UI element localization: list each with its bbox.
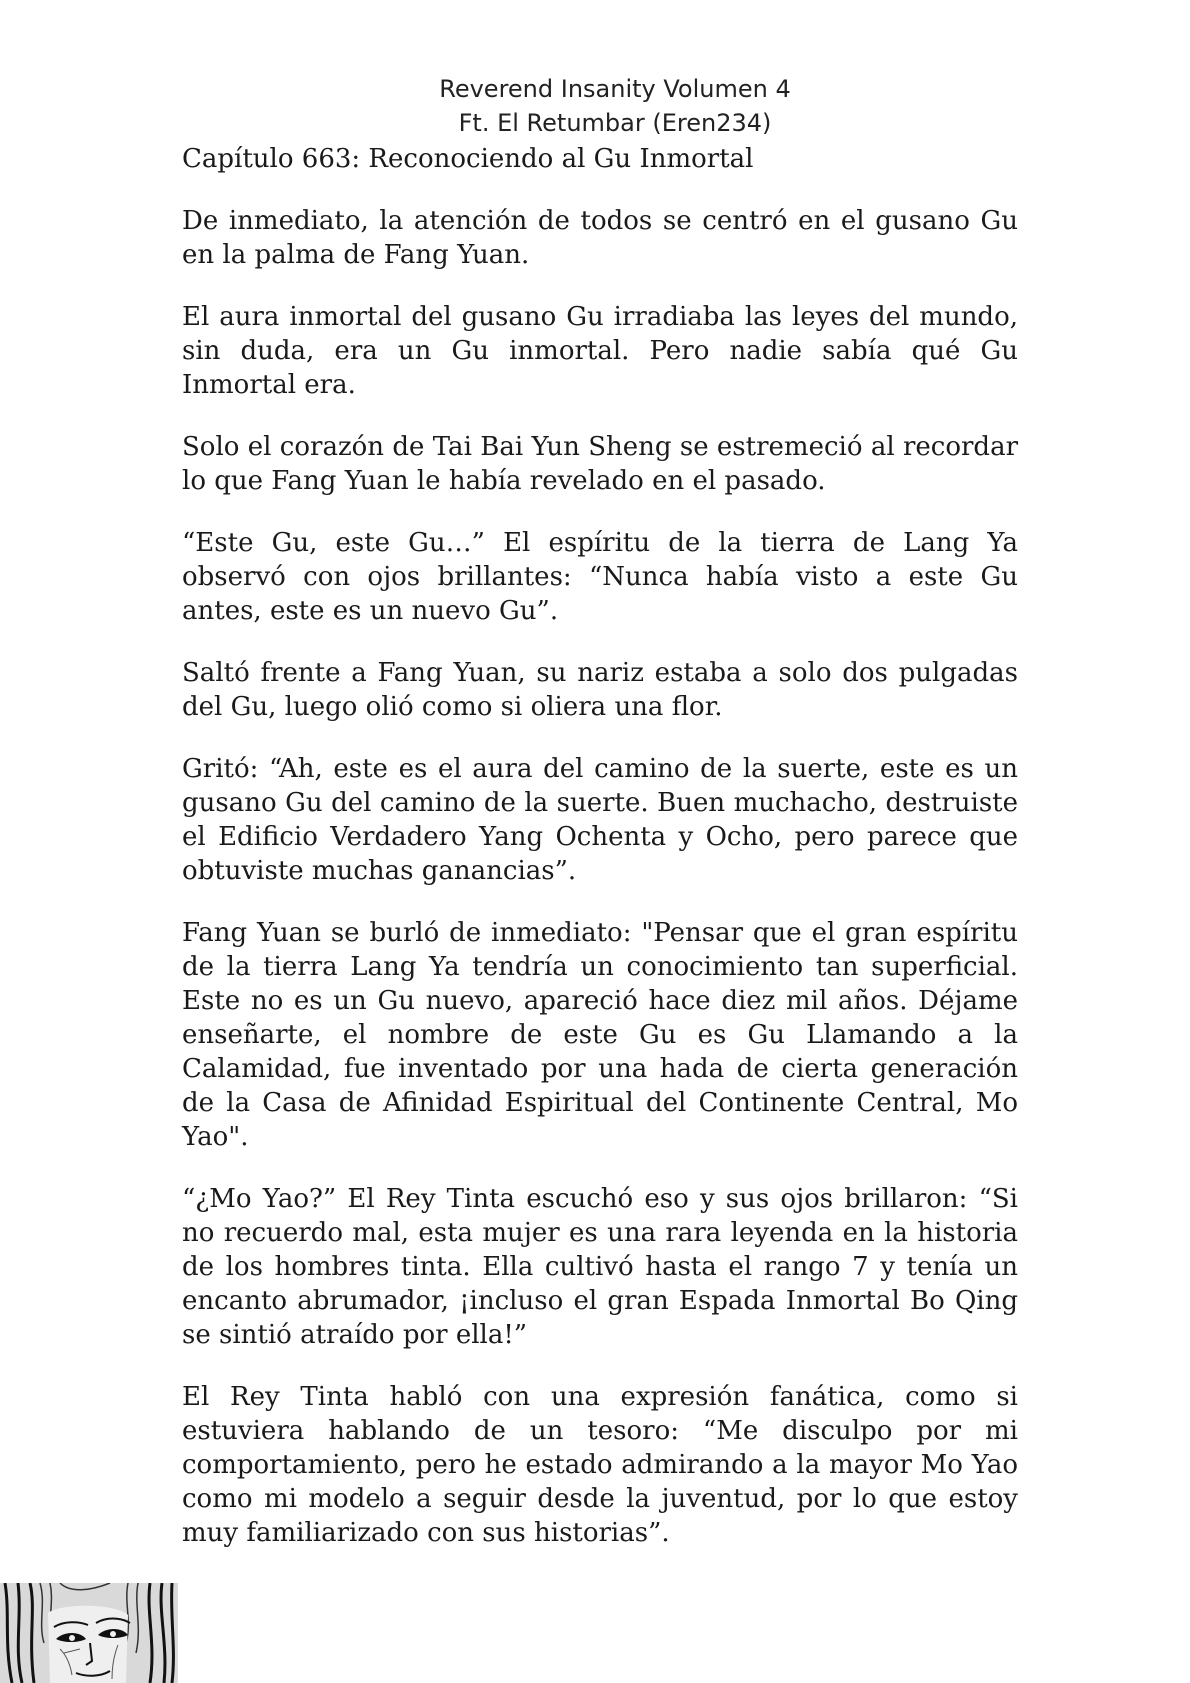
paragraph: El Rey Tinta habló con una expresión fanática, como si estuviera hablando de un tesoro: “Me disculpo por mi comportamiento, pero he estado admirando a la mayor Mo Yao como mi modelo a seguir desde la juventud, por lo que estoy muy familiarizado con sus historias”. bbox=[182, 1382, 1018, 1548]
paragraph: “¿Mo Yao?” El Rey Tinta escuchó eso y sus ojos brillaron: “Si no recuerdo mal, esta mujer es una rara leyenda en la historia de los hombres tinta. Ella cultivó hasta el rango 7 y tenía un encanto abrumador, ¡incluso el gran Espada Inmortal Bo Qing se sintió atraído por ella!” bbox=[182, 1184, 1018, 1350]
paragraph: El aura inmortal del gusano Gu irradiaba las leyes del mundo, sin duda, era un Gu inmortal. Pero nadie sabía qué Gu Inmortal era. bbox=[182, 302, 1018, 400]
page-header bbox=[0, 72, 1190, 140]
paragraph: De inmediato, la atención de todos se centró en el gusano Gu en la palma de Fang Yuan. bbox=[182, 206, 1018, 270]
manga-character-portrait-icon bbox=[0, 1583, 178, 1683]
paragraph: Fang Yuan se burló de inmediato: "Pensar que el gran espíritu de la tierra Lang Ya tendría un conocimiento tan superficial. Este no es un Gu nuevo, apareció hace diez mil años. Déjame enseñarte, el nombre de este Gu es Gu Llamando a la Calamidad, fue inventado por una hada de cierta generación de la Casa de Afinidad Espiritual del Continente Central, Mo Yao". bbox=[182, 918, 1018, 1152]
paragraph: Gritó: “Ah, este es el aura del camino de la suerte, este es un gusano Gu del camino de la suerte. Buen muchacho, destruiste el Edificio Verdadero Yang Ochenta y Ocho, pero parece que obtuviste muchas ganancias”. bbox=[182, 754, 1018, 886]
paragraph: Saltó frente a Fang Yuan, su nariz estaba a solo dos pulgadas del Gu, luego olió como si oliera una flor. bbox=[182, 658, 1018, 722]
document-body bbox=[182, 142, 1018, 1578]
chapter-title: Capítulo 663: Reconociendo al Gu Inmortal bbox=[182, 144, 754, 174]
header-title: Reverend Insanity Volumen 4 bbox=[439, 75, 791, 103]
paragraph: Solo el corazón de Tai Bai Yun Sheng se estremeció al recordar lo que Fang Yuan le había revelado en el pasado. bbox=[182, 432, 1018, 496]
paragraph: “Este Gu, este Gu…” El espíritu de la tierra de Lang Ya observó con ojos brillantes: “Nunca había visto a este Gu antes, este es un nuevo Gu”. bbox=[182, 528, 1018, 626]
header-credit: Ft. El Retumbar (Eren234) bbox=[458, 109, 772, 137]
